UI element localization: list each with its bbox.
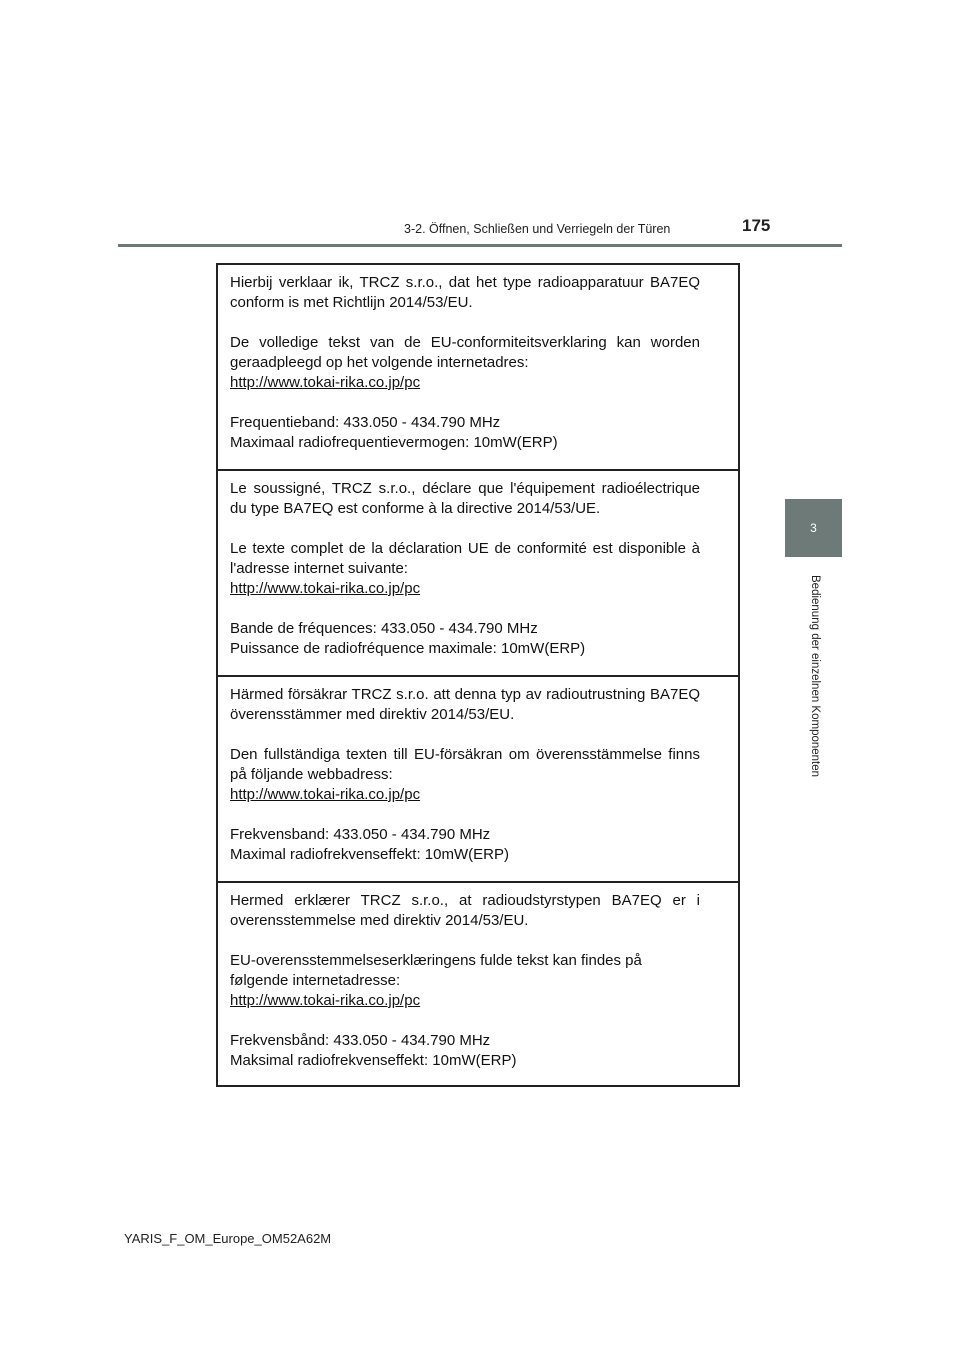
declaration-dutch <box>218 265 738 469</box>
declaration-statement: Hierbij verklaar ik, TRCZ s.r.o., dat het type radioapparatuur BA7EQ conform is met Richtlijn 2014/53/EU. <box>230 274 700 311</box>
page-number: 175 <box>742 216 771 235</box>
frequency-band: Frekvensbånd: 433.050 - 434.790 MHz <box>230 1032 491 1049</box>
declaration-swedish <box>218 675 738 881</box>
declaration-statement: Hermed erklærer TRCZ s.r.o., at radioudstyrstypen BA7EQ er i overensstemmelse med direktiv 2014/53/EU. <box>230 892 700 929</box>
document-code: YARIS_F_OM_Europe_OM52A62M <box>124 1231 332 1246</box>
declaration-text-info: Le texte complet de la déclaration UE de conformité est disponible à l'adresse internet suivante: <box>230 540 700 577</box>
declaration-french <box>218 469 738 675</box>
declaration-text-info: EU-overensstemmelseserklæringens fulde tekst kan findes på følgende internetadresse: <box>230 952 642 989</box>
running-header-section: 3-2. Öffnen, Schließen und Verriegeln der Türen <box>404 222 671 236</box>
max-power: Maximal radiofrekvenseffekt: 10mW(ERP) <box>230 846 509 863</box>
max-power: Maksimal radiofrekvenseffekt: 10mW(ERP) <box>230 1052 517 1069</box>
chapter-number: 3 <box>810 521 817 535</box>
declaration-statement: Härmed försäkrar TRCZ s.r.o. att denna typ av radioutrustning BA7EQ överensstämmer med direktiv 2014/53/EU. <box>230 686 700 723</box>
declaration-url-link[interactable]: http://www.tokai-rika.co.jp/pc <box>230 580 421 597</box>
declaration-url-link[interactable]: http://www.tokai-rika.co.jp/pc <box>230 374 421 391</box>
declaration-text-info: De volledige tekst van de EU-conformiteitsverklaring kan worden geraadpleegd op het volgende internetadres: <box>230 334 700 371</box>
declaration-danish <box>218 881 738 1085</box>
chapter-tab <box>785 499 842 557</box>
declaration-url-link[interactable]: http://www.tokai-rika.co.jp/pc <box>230 992 421 1009</box>
declaration-url-link[interactable]: http://www.tokai-rika.co.jp/pc <box>230 786 421 803</box>
header-divider <box>118 244 842 247</box>
frequency-band: Bande de fréquences: 433.050 - 434.790 MHz <box>230 620 538 637</box>
frequency-band: Frekvensband: 433.050 - 434.790 MHz <box>230 826 491 843</box>
chapter-title-vertical: Bedienung der einzelnen Komponenten <box>809 575 821 778</box>
declaration-of-conformity-box <box>216 263 740 1087</box>
max-power: Puissance de radiofréquence maximale: 10mW(ERP) <box>230 640 586 657</box>
max-power: Maximaal radiofrequentievermogen: 10mW(ERP) <box>230 434 558 451</box>
frequency-band: Frequentieband: 433.050 - 434.790 MHz <box>230 414 501 431</box>
declaration-statement: Le soussigné, TRCZ s.r.o., déclare que l'équipement radioélectrique du type BA7EQ est conforme à la directive 2014/53/UE. <box>230 480 700 517</box>
declaration-text-info: Den fullständiga texten till EU-försäkran om överensstämmelse finns på följande webbadress: <box>230 746 700 783</box>
